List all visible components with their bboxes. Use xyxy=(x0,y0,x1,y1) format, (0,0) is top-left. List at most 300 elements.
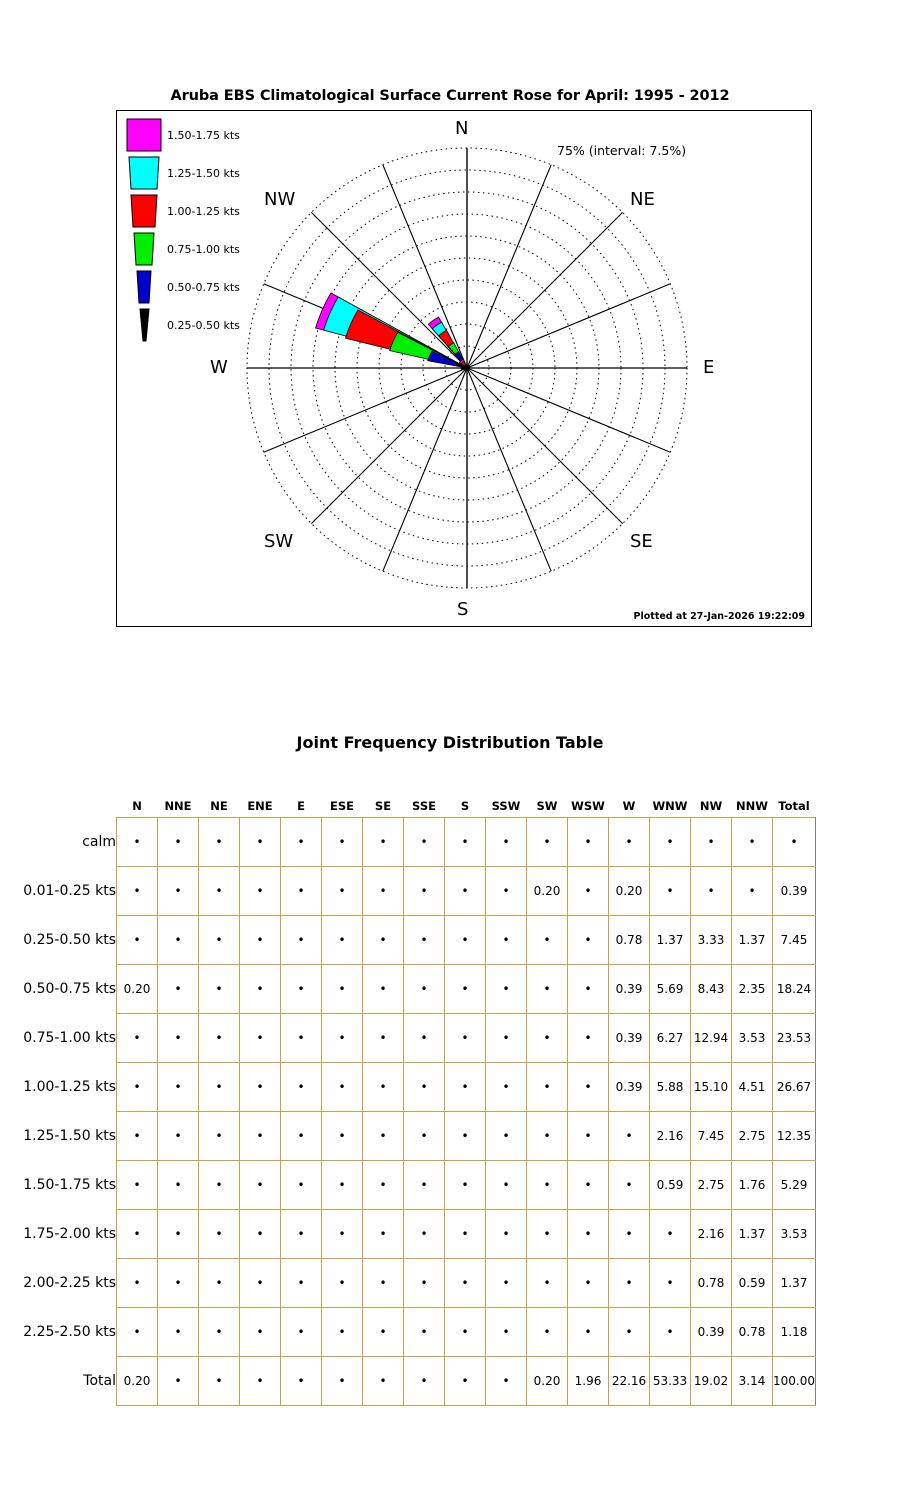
table-cell xyxy=(322,1308,363,1357)
no-data-dot-icon: • xyxy=(666,835,674,849)
no-data-dot-icon: • xyxy=(461,1227,469,1241)
no-data-dot-icon: • xyxy=(133,1178,141,1192)
table-cell: 0.39 xyxy=(609,1063,650,1112)
no-data-dot-icon: • xyxy=(625,1178,633,1192)
no-data-dot-icon: • xyxy=(584,1227,592,1241)
table-cell xyxy=(199,1210,240,1259)
no-data-dot-icon: • xyxy=(420,1178,428,1192)
no-data-dot-icon: • xyxy=(215,1080,223,1094)
row-label: 1.25-1.50 kts xyxy=(0,1112,117,1161)
no-data-dot-icon: • xyxy=(461,1374,469,1388)
table-row xyxy=(0,1308,816,1357)
table-cell xyxy=(117,1259,158,1308)
column-header-ne: NE xyxy=(199,795,240,818)
column-header-w: W xyxy=(609,795,650,818)
rose-chart-title: Aruba EBS Climatological Surface Current Rose for April: 1995 - 2012 xyxy=(170,88,730,104)
table-cell: 2.16 xyxy=(691,1210,732,1259)
table-cell: 3.33 xyxy=(691,916,732,965)
no-data-dot-icon: • xyxy=(461,1178,469,1192)
table-cell xyxy=(404,818,445,867)
table-cell xyxy=(117,1308,158,1357)
no-data-dot-icon: • xyxy=(379,1374,387,1388)
legend-swatch-icon xyxy=(125,155,163,191)
table-cell xyxy=(199,916,240,965)
no-data-dot-icon: • xyxy=(256,1031,264,1045)
table-cell: 5.88 xyxy=(650,1063,691,1112)
legend-item xyxy=(125,269,305,307)
rose-chart-frame xyxy=(116,110,812,627)
table-cell xyxy=(486,1161,527,1210)
no-data-dot-icon: • xyxy=(133,1276,141,1290)
no-data-dot-icon: • xyxy=(502,1276,510,1290)
table-cell xyxy=(158,867,199,916)
no-data-dot-icon: • xyxy=(297,1227,305,1241)
table-cell xyxy=(404,1308,445,1357)
no-data-dot-icon: • xyxy=(379,1080,387,1094)
column-header-s: S xyxy=(445,795,486,818)
no-data-dot-icon: • xyxy=(584,1031,592,1045)
no-data-dot-icon: • xyxy=(256,1178,264,1192)
table-cell xyxy=(117,1161,158,1210)
table-cell xyxy=(363,1308,404,1357)
no-data-dot-icon: • xyxy=(379,884,387,898)
table-cell: 1.37 xyxy=(732,1210,773,1259)
no-data-dot-icon: • xyxy=(543,933,551,947)
no-data-dot-icon: • xyxy=(584,1276,592,1290)
table-cell xyxy=(240,818,281,867)
table-cell: 0.39 xyxy=(609,965,650,1014)
no-data-dot-icon: • xyxy=(502,1031,510,1045)
legend-label: 0.25-0.50 kts xyxy=(167,319,240,332)
radial-interval-note: 75% (interval: 7.5%) xyxy=(557,143,687,158)
no-data-dot-icon: • xyxy=(338,933,346,947)
no-data-dot-icon: • xyxy=(297,982,305,996)
no-data-dot-icon: • xyxy=(625,1276,633,1290)
no-data-dot-icon: • xyxy=(543,1227,551,1241)
table-cell xyxy=(240,1063,281,1112)
row-label: 0.75-1.00 kts xyxy=(0,1014,117,1063)
no-data-dot-icon: • xyxy=(338,1276,346,1290)
no-data-dot-icon: • xyxy=(502,1178,510,1192)
table-cell xyxy=(363,1210,404,1259)
table-cell xyxy=(527,1161,568,1210)
table-cell xyxy=(322,1014,363,1063)
no-data-dot-icon: • xyxy=(707,835,715,849)
no-data-dot-icon: • xyxy=(543,1129,551,1143)
no-data-dot-icon: • xyxy=(379,933,387,947)
table-cell xyxy=(117,1112,158,1161)
table-cell: 0.20 xyxy=(527,867,568,916)
table-cell: 2.75 xyxy=(691,1161,732,1210)
table-cell xyxy=(363,867,404,916)
no-data-dot-icon: • xyxy=(133,1129,141,1143)
no-data-dot-icon: • xyxy=(338,1374,346,1388)
legend-item xyxy=(125,307,305,345)
table-cell xyxy=(363,818,404,867)
table-cell: 8.43 xyxy=(691,965,732,1014)
no-data-dot-icon: • xyxy=(502,982,510,996)
table-cell xyxy=(240,867,281,916)
no-data-dot-icon: • xyxy=(420,1227,428,1241)
table-cell: 0.20 xyxy=(117,965,158,1014)
table-cell xyxy=(445,1112,486,1161)
table-cell xyxy=(609,1161,650,1210)
no-data-dot-icon: • xyxy=(420,1080,428,1094)
table-cell xyxy=(527,1063,568,1112)
no-data-dot-icon: • xyxy=(379,982,387,996)
table-cell xyxy=(486,867,527,916)
table-cell xyxy=(404,1014,445,1063)
no-data-dot-icon: • xyxy=(379,1129,387,1143)
no-data-dot-icon: • xyxy=(215,1227,223,1241)
table-cell xyxy=(404,1161,445,1210)
row-label: 2.00-2.25 kts xyxy=(0,1259,117,1308)
no-data-dot-icon: • xyxy=(297,1129,305,1143)
legend-label: 1.50-1.75 kts xyxy=(167,129,240,142)
table-cell xyxy=(158,818,199,867)
no-data-dot-icon: • xyxy=(256,933,264,947)
table-cell xyxy=(322,1063,363,1112)
table-cell xyxy=(486,1308,527,1357)
table-cell xyxy=(322,818,363,867)
row-label: 0.50-0.75 kts xyxy=(0,965,117,1014)
table-cell: 1.37 xyxy=(732,916,773,965)
table-cell: 4.51 xyxy=(732,1063,773,1112)
table-cell xyxy=(609,818,650,867)
no-data-dot-icon: • xyxy=(420,1325,428,1339)
table-cell xyxy=(404,1210,445,1259)
table-cell xyxy=(691,867,732,916)
no-data-dot-icon: • xyxy=(338,1129,346,1143)
table-cell xyxy=(240,1259,281,1308)
table-cell: 2.16 xyxy=(650,1112,691,1161)
table-cell xyxy=(691,818,732,867)
no-data-dot-icon: • xyxy=(584,1080,592,1094)
table-cell xyxy=(281,1259,322,1308)
no-data-dot-icon: • xyxy=(379,1325,387,1339)
no-data-dot-icon: • xyxy=(625,1129,633,1143)
table-cell: 2.35 xyxy=(732,965,773,1014)
table-cell xyxy=(117,818,158,867)
no-data-dot-icon: • xyxy=(379,1227,387,1241)
table-cell: 0.78 xyxy=(732,1308,773,1357)
no-data-dot-icon: • xyxy=(215,1276,223,1290)
table-cell xyxy=(199,1014,240,1063)
table-cell: 15.10 xyxy=(691,1063,732,1112)
no-data-dot-icon: • xyxy=(215,1325,223,1339)
no-data-dot-icon: • xyxy=(707,884,715,898)
table-cell xyxy=(609,1259,650,1308)
table-cell xyxy=(609,1112,650,1161)
no-data-dot-icon: • xyxy=(133,835,141,849)
table-cell xyxy=(486,1259,527,1308)
table-row xyxy=(0,916,816,965)
table-row xyxy=(0,1112,816,1161)
table-cell xyxy=(281,916,322,965)
table-cell xyxy=(445,1014,486,1063)
compass-label-w: W xyxy=(210,357,228,378)
table-cell: 2.75 xyxy=(732,1112,773,1161)
no-data-dot-icon: • xyxy=(133,1227,141,1241)
compass-label-nw: NW xyxy=(264,189,296,210)
no-data-dot-icon: • xyxy=(666,1276,674,1290)
table-cell xyxy=(363,1259,404,1308)
no-data-dot-icon: • xyxy=(461,1031,469,1045)
table-cell xyxy=(322,1259,363,1308)
table-cell xyxy=(404,1063,445,1112)
table-row xyxy=(0,867,816,916)
table-cell xyxy=(199,1357,240,1406)
table-cell: 1.37 xyxy=(773,1259,816,1308)
table-cell xyxy=(240,1161,281,1210)
no-data-dot-icon: • xyxy=(256,1325,264,1339)
no-data-dot-icon: • xyxy=(174,982,182,996)
no-data-dot-icon: • xyxy=(625,1325,633,1339)
table-cell xyxy=(158,1014,199,1063)
table-cell xyxy=(363,916,404,965)
no-data-dot-icon: • xyxy=(543,1178,551,1192)
table-cell xyxy=(158,1308,199,1357)
no-data-dot-icon: • xyxy=(584,835,592,849)
table-cell xyxy=(568,1014,609,1063)
no-data-dot-icon: • xyxy=(133,1080,141,1094)
legend-swatch-icon xyxy=(125,193,163,229)
table-cell xyxy=(568,867,609,916)
table-cell xyxy=(732,818,773,867)
no-data-dot-icon: • xyxy=(256,884,264,898)
column-header-nne: NNE xyxy=(158,795,199,818)
table-cell xyxy=(199,1259,240,1308)
table-cell xyxy=(322,1161,363,1210)
table-cell xyxy=(281,1210,322,1259)
table-cell xyxy=(486,1063,527,1112)
no-data-dot-icon: • xyxy=(748,835,756,849)
no-data-dot-icon: • xyxy=(379,835,387,849)
table-cell xyxy=(445,916,486,965)
row-label: 0.25-0.50 kts xyxy=(0,916,117,965)
table-cell: 3.14 xyxy=(732,1357,773,1406)
no-data-dot-icon: • xyxy=(215,1129,223,1143)
column-header-ese: ESE xyxy=(322,795,363,818)
no-data-dot-icon: • xyxy=(502,835,510,849)
no-data-dot-icon: • xyxy=(215,835,223,849)
table-cell xyxy=(158,1112,199,1161)
column-header-se: SE xyxy=(363,795,404,818)
row-label: Total xyxy=(0,1357,117,1406)
no-data-dot-icon: • xyxy=(502,1080,510,1094)
no-data-dot-icon: • xyxy=(543,835,551,849)
no-data-dot-icon: • xyxy=(420,1129,428,1143)
table-cell xyxy=(281,1161,322,1210)
column-header-nnw: NNW xyxy=(732,795,773,818)
no-data-dot-icon: • xyxy=(297,1276,305,1290)
no-data-dot-icon: • xyxy=(666,884,674,898)
column-header-wsw: WSW xyxy=(568,795,609,818)
table-cell xyxy=(486,916,527,965)
table-cell xyxy=(568,1063,609,1112)
no-data-dot-icon: • xyxy=(297,1374,305,1388)
table-cell xyxy=(281,1357,322,1406)
no-data-dot-icon: • xyxy=(297,835,305,849)
table-cell xyxy=(568,1259,609,1308)
no-data-dot-icon: • xyxy=(379,1178,387,1192)
table-cell: 0.39 xyxy=(691,1308,732,1357)
compass-label-n: N xyxy=(455,118,469,139)
no-data-dot-icon: • xyxy=(215,982,223,996)
table-cell xyxy=(363,1014,404,1063)
table-cell xyxy=(568,916,609,965)
table-cell xyxy=(404,965,445,1014)
no-data-dot-icon: • xyxy=(543,1325,551,1339)
no-data-dot-icon: • xyxy=(256,835,264,849)
table-row xyxy=(0,1210,816,1259)
row-label: calm xyxy=(0,818,117,867)
no-data-dot-icon: • xyxy=(666,1325,674,1339)
table-cell xyxy=(527,965,568,1014)
table-cell xyxy=(527,818,568,867)
table-cell xyxy=(322,965,363,1014)
table-cell xyxy=(363,1063,404,1112)
table-cell xyxy=(199,965,240,1014)
table-cell xyxy=(281,1112,322,1161)
no-data-dot-icon: • xyxy=(297,1031,305,1045)
table-cell xyxy=(445,1161,486,1210)
row-label: 2.25-2.50 kts xyxy=(0,1308,117,1357)
no-data-dot-icon: • xyxy=(461,933,469,947)
no-data-dot-icon: • xyxy=(215,1374,223,1388)
table-cell xyxy=(527,1259,568,1308)
no-data-dot-icon: • xyxy=(174,1129,182,1143)
table-cell xyxy=(240,1357,281,1406)
no-data-dot-icon: • xyxy=(502,884,510,898)
table-cell: 0.20 xyxy=(117,1357,158,1406)
no-data-dot-icon: • xyxy=(379,1031,387,1045)
no-data-dot-icon: • xyxy=(502,1227,510,1241)
table-cell: 0.39 xyxy=(773,867,816,916)
no-data-dot-icon: • xyxy=(420,1031,428,1045)
no-data-dot-icon: • xyxy=(297,1080,305,1094)
no-data-dot-icon: • xyxy=(543,1080,551,1094)
table-cell xyxy=(445,867,486,916)
table-cell: 23.53 xyxy=(773,1014,816,1063)
table-row xyxy=(0,1063,816,1112)
table-cell xyxy=(527,1112,568,1161)
table-cell: 12.94 xyxy=(691,1014,732,1063)
no-data-dot-icon: • xyxy=(461,884,469,898)
no-data-dot-icon: • xyxy=(625,835,633,849)
no-data-dot-icon: • xyxy=(133,933,141,947)
table-cell xyxy=(199,867,240,916)
no-data-dot-icon: • xyxy=(338,1227,346,1241)
table-cell xyxy=(445,1210,486,1259)
table-cell xyxy=(568,965,609,1014)
no-data-dot-icon: • xyxy=(420,835,428,849)
column-header-sw: SW xyxy=(527,795,568,818)
column-header-ssw: SSW xyxy=(486,795,527,818)
no-data-dot-icon: • xyxy=(420,1374,428,1388)
no-data-dot-icon: • xyxy=(174,1374,182,1388)
table-cell xyxy=(445,1357,486,1406)
table-cell xyxy=(568,1210,609,1259)
table-cell xyxy=(609,1308,650,1357)
table-header-row xyxy=(0,795,816,818)
speed-bin-legend xyxy=(125,117,305,345)
table-row xyxy=(0,1357,816,1406)
table-cell xyxy=(281,1063,322,1112)
row-label: 1.50-1.75 kts xyxy=(0,1161,117,1210)
table-cell xyxy=(158,916,199,965)
no-data-dot-icon: • xyxy=(133,1031,141,1045)
table-cell: 18.24 xyxy=(773,965,816,1014)
row-label: 1.75-2.00 kts xyxy=(0,1210,117,1259)
table-cell xyxy=(527,1210,568,1259)
table-cell xyxy=(240,916,281,965)
table-row xyxy=(0,965,816,1014)
legend-item xyxy=(125,231,305,269)
table-cell: 0.59 xyxy=(732,1259,773,1308)
no-data-dot-icon: • xyxy=(256,1227,264,1241)
table-cell xyxy=(363,1161,404,1210)
no-data-dot-icon: • xyxy=(584,982,592,996)
compass-label-s: S xyxy=(457,599,469,620)
no-data-dot-icon: • xyxy=(174,1227,182,1241)
no-data-dot-icon: • xyxy=(297,933,305,947)
table-cell xyxy=(650,1210,691,1259)
no-data-dot-icon: • xyxy=(461,982,469,996)
table-cell: 6.27 xyxy=(650,1014,691,1063)
table-cell xyxy=(527,1308,568,1357)
table-cell xyxy=(650,1308,691,1357)
no-data-dot-icon: • xyxy=(174,884,182,898)
table-cell: 0.20 xyxy=(609,867,650,916)
no-data-dot-icon: • xyxy=(256,1276,264,1290)
table-cell xyxy=(363,965,404,1014)
no-data-dot-icon: • xyxy=(502,1129,510,1143)
table-cell xyxy=(158,1357,199,1406)
table-cell xyxy=(486,1357,527,1406)
table-cell xyxy=(404,867,445,916)
no-data-dot-icon: • xyxy=(502,933,510,947)
table-cell xyxy=(158,1063,199,1112)
table-cell xyxy=(322,1112,363,1161)
compass-label-sw: SW xyxy=(264,531,294,552)
no-data-dot-icon: • xyxy=(338,1031,346,1045)
no-data-dot-icon: • xyxy=(584,933,592,947)
no-data-dot-icon: • xyxy=(174,1031,182,1045)
table-cell: 26.67 xyxy=(773,1063,816,1112)
table-cell xyxy=(486,818,527,867)
legend-label: 0.75-1.00 kts xyxy=(167,243,240,256)
compass-label-e: E xyxy=(703,357,715,378)
table-cell: 7.45 xyxy=(691,1112,732,1161)
no-data-dot-icon: • xyxy=(174,835,182,849)
table-cell xyxy=(486,1112,527,1161)
table-cell: 0.20 xyxy=(527,1357,568,1406)
no-data-dot-icon: • xyxy=(256,1080,264,1094)
table-cell: 0.78 xyxy=(691,1259,732,1308)
no-data-dot-icon: • xyxy=(174,933,182,947)
table-cell xyxy=(568,1112,609,1161)
table-cell xyxy=(281,818,322,867)
no-data-dot-icon: • xyxy=(502,1374,510,1388)
table-cell: 1.37 xyxy=(650,916,691,965)
table-cell xyxy=(363,1112,404,1161)
table-cell xyxy=(322,1357,363,1406)
no-data-dot-icon: • xyxy=(133,1325,141,1339)
table-cell xyxy=(650,818,691,867)
table-cell: 0.39 xyxy=(609,1014,650,1063)
row-label: 0.01-0.25 kts xyxy=(0,867,117,916)
